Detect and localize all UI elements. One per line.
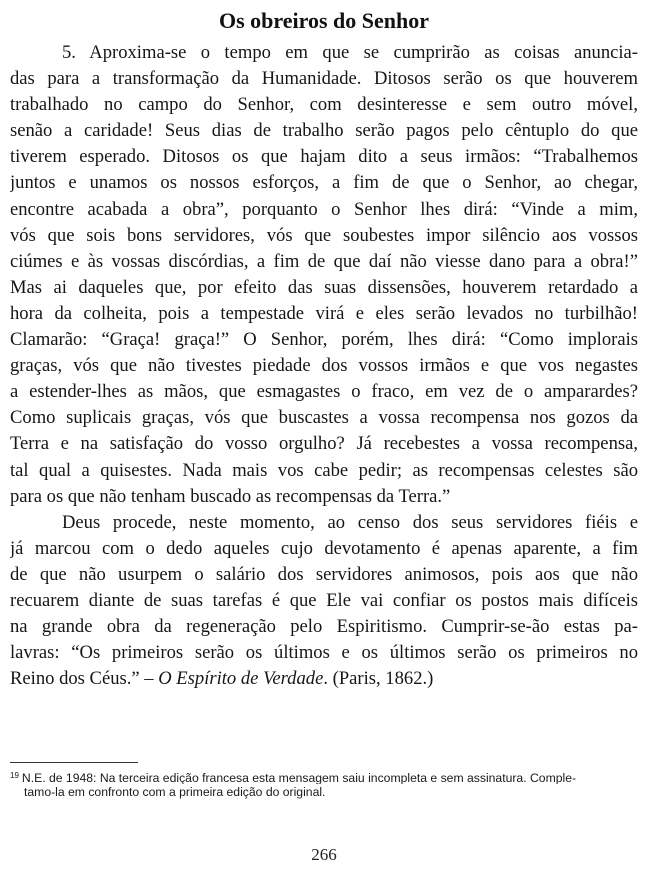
text-line: hora da colheita, pois a tempestade virá e eles serão levados no turbilhão! [10,302,638,324]
text-line: graças, vós que não tivestes piedade dos vossos irmãos e que vos negastes [10,355,638,377]
text-line: para os que não tenham buscado as recompensas da Terra.” [10,485,451,507]
text-line: recuarem diante de suas tarefas é que Ele vai confiar os postos mais difíceis [10,589,638,611]
footnote-divider [10,762,138,763]
paragraph-1 [10,40,638,510]
text-line: lavras: “Os primeiros serão os últimos e os últimos serão os primeiros no [10,642,638,664]
text-line: Clamarão: “Graça! graça!” O Senhor, porém, lhes dirá: “Como implorais [10,329,638,351]
paragraph-2 [10,510,638,693]
text-line [10,666,638,692]
text-fragment: Reino dos Céus.” – [10,668,159,690]
text-line: ciúmes e às vossas discórdias, a fim de que daí não viesse dano para a obra!” [10,250,638,272]
page-number: 266 [311,845,337,864]
text-line: na grande obra da regeneração pelo Espiritismo. Cumprir-se-ão estas pa- [10,616,638,638]
text-line: Deus procede, neste momento, ao censo dos seus servidores fiéis e [62,511,638,533]
text-line: a estender-lhes as mãos, que esmagastes o fraco, em vez de o amparardes? [10,381,638,403]
text-line: já marcou com o dedo aqueles cujo devotamento é apenas aparente, a fim [10,537,638,559]
text-line: tiverem esperado. Ditosos os que hajam dito a seus irmãos: “Trabalhemos [10,146,638,168]
section-title: Os obreiros do Senhor [218,8,430,33]
text-line: senão a caridade! Seus dias de trabalho serão pagos pelo cêntuplo do que [10,120,638,142]
text-line: 5. Aproxima-se o tempo em que se cumprirão as coisas anuncia- [62,42,638,63]
footnote-line: tamo-la em confronto com a primeira edição do original. [24,785,326,799]
text-line: Como suplicais graças, vós que buscastes a vossa recompensa nos gozos da [10,407,638,429]
text-line: de que não usurpem o salário dos servidores animosos, pois aos que não [10,563,638,585]
spirit-attribution: O Espírito de Verdade [158,668,324,690]
text-line: tal qual a quisestes. Nada mais vos cabe pedir; as recompensas celestes são [10,459,638,481]
text-line: Mas ai daqueles que, por efeito das suas dissensões, houverem retardado a [10,276,638,298]
footnote-text: N.E. de 1948: Na terceira edição francesa esta mensagem saiu incompleta e sem assinatura. Comple- [21,771,577,784]
footnote [10,767,638,801]
footnote-number: 19 [10,771,19,780]
footnote-line [10,767,638,784]
text-line: vós que sois bons servidores, vós que soubestes impor silêncio aos vossos [10,224,638,246]
text-line: das para a transformação da Humanidade. Ditosos serão os que houverem [10,68,638,90]
body-text [10,40,638,692]
text-fragment: . (Paris, 1862.) [323,668,434,690]
text-line: juntos e unamos os nossos esforços, a fim de que o Senhor, ao chegar, [10,172,638,194]
text-line: trabalhado no campo do Senhor, com desinteresse e sem outro móvel, [10,94,638,116]
text-line: Terra e na satisfação do vosso orgulho? Já recebestes a vossa recompensa, [10,433,638,455]
text-line: encontre acabada a obra”, porquanto o Senhor lhes dirá: “Vinde a mim, [10,198,638,220]
